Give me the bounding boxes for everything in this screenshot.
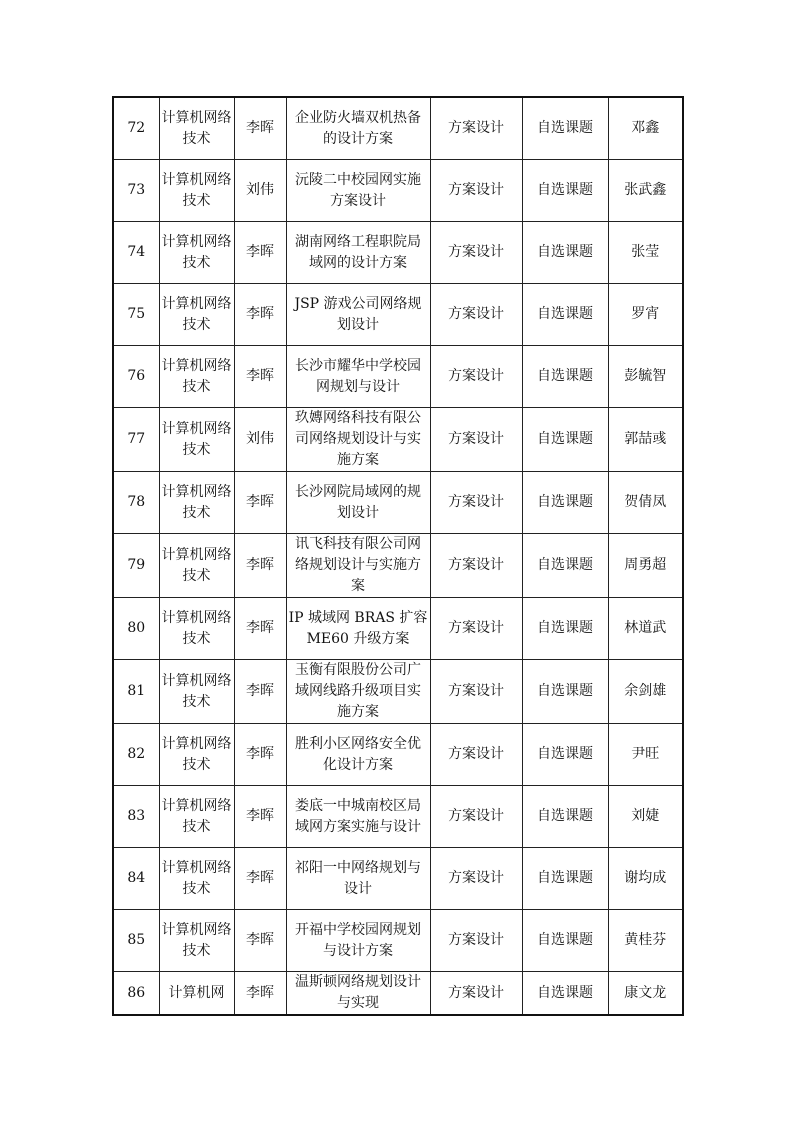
topic-title: 胜利小区网络安全优化设计方案 xyxy=(286,724,430,786)
student-name: 邓鑫 xyxy=(608,97,683,160)
topic-title: IP 城域网 BRAS 扩容 ME60 升级方案 xyxy=(286,598,430,660)
major: 计算机网络技术 xyxy=(159,284,234,346)
topic-type: 方案设计 xyxy=(430,972,522,1016)
topic-source: 自选课题 xyxy=(522,972,608,1016)
topic-source: 自选课题 xyxy=(522,284,608,346)
advisor: 刘伟 xyxy=(234,160,286,222)
advisor: 李晖 xyxy=(234,660,286,724)
topic-source: 自选课题 xyxy=(522,222,608,284)
table-row xyxy=(113,724,683,786)
topic-title: 长沙市耀华中学校园网规划与设计 xyxy=(286,346,430,408)
topic-type: 方案设计 xyxy=(430,472,522,534)
student-name: 贺倩凤 xyxy=(608,472,683,534)
advisor: 李晖 xyxy=(234,534,286,598)
student-name: 罗宵 xyxy=(608,284,683,346)
topic-type: 方案设计 xyxy=(430,346,522,408)
topic-type: 方案设计 xyxy=(430,786,522,848)
table-row xyxy=(113,598,683,660)
major: 计算机网络技术 xyxy=(159,346,234,408)
row-number: 73 xyxy=(113,160,159,222)
row-number: 72 xyxy=(113,97,159,160)
topic-type: 方案设计 xyxy=(430,97,522,160)
topic-title: 玉衡有限股份公司广域网线路升级项目实施方案 xyxy=(286,660,430,724)
advisor: 李晖 xyxy=(234,724,286,786)
table-row xyxy=(113,972,683,1016)
topic-source: 自选课题 xyxy=(522,408,608,472)
row-number: 74 xyxy=(113,222,159,284)
topic-type: 方案设计 xyxy=(430,848,522,910)
table-row xyxy=(113,660,683,724)
major: 计算机网络技术 xyxy=(159,97,234,160)
major: 计算机网络技术 xyxy=(159,598,234,660)
table-row xyxy=(113,472,683,534)
table-row xyxy=(113,786,683,848)
topic-title: 玖嫥网络科技有限公司网络规划设计与实施方案 xyxy=(286,408,430,472)
topic-title: 娄底一中城南校区局域网方案实施与设计 xyxy=(286,786,430,848)
row-number: 75 xyxy=(113,284,159,346)
advisor: 李晖 xyxy=(234,910,286,972)
table-row xyxy=(113,848,683,910)
topic-type: 方案设计 xyxy=(430,598,522,660)
topic-title: 开福中学校园网规划与设计方案 xyxy=(286,910,430,972)
topic-table-body xyxy=(113,97,683,1015)
topic-type: 方案设计 xyxy=(430,660,522,724)
student-name: 黄桂芬 xyxy=(608,910,683,972)
topic-type: 方案设计 xyxy=(430,534,522,598)
student-name: 康文龙 xyxy=(608,972,683,1016)
row-number: 77 xyxy=(113,408,159,472)
advisor: 李晖 xyxy=(234,222,286,284)
advisor: 李晖 xyxy=(234,472,286,534)
advisor: 李晖 xyxy=(234,848,286,910)
topic-table xyxy=(112,96,684,1016)
advisor: 李晖 xyxy=(234,284,286,346)
student-name: 彭毓智 xyxy=(608,346,683,408)
student-name: 周勇超 xyxy=(608,534,683,598)
major: 计算机网络技术 xyxy=(159,222,234,284)
topic-title: 祁阳一中网络规划与设计 xyxy=(286,848,430,910)
topic-title: 沅陵二中校园网实施方案设计 xyxy=(286,160,430,222)
advisor: 刘伟 xyxy=(234,408,286,472)
major: 计算机网络技术 xyxy=(159,910,234,972)
major: 计算机网络技术 xyxy=(159,472,234,534)
table-row xyxy=(113,97,683,160)
topic-title: 企业防火墙双机热备的设计方案 xyxy=(286,97,430,160)
topic-type: 方案设计 xyxy=(430,222,522,284)
major: 计算机网络技术 xyxy=(159,408,234,472)
topic-source: 自选课题 xyxy=(522,598,608,660)
student-name: 尹旺 xyxy=(608,724,683,786)
student-name: 谢均成 xyxy=(608,848,683,910)
advisor: 李晖 xyxy=(234,346,286,408)
student-name: 张武鑫 xyxy=(608,160,683,222)
row-number: 82 xyxy=(113,724,159,786)
advisor: 李晖 xyxy=(234,972,286,1016)
topic-source: 自选课题 xyxy=(522,660,608,724)
row-number: 86 xyxy=(113,972,159,1016)
topic-title: 温斯顿网络规划设计与实现 xyxy=(286,972,430,1016)
table-row xyxy=(113,222,683,284)
topic-type: 方案设计 xyxy=(430,724,522,786)
topic-source: 自选课题 xyxy=(522,534,608,598)
major: 计算机网络技术 xyxy=(159,848,234,910)
advisor: 李晖 xyxy=(234,598,286,660)
topic-source: 自选课题 xyxy=(522,910,608,972)
topic-source: 自选课题 xyxy=(522,97,608,160)
major: 计算机网络技术 xyxy=(159,724,234,786)
table-row xyxy=(113,346,683,408)
topic-title: 讯飞科技有限公司网络规划设计与实施方案 xyxy=(286,534,430,598)
row-number: 79 xyxy=(113,534,159,598)
topic-source: 自选课题 xyxy=(522,848,608,910)
topic-source: 自选课题 xyxy=(522,472,608,534)
student-name: 郭喆彧 xyxy=(608,408,683,472)
student-name: 林道武 xyxy=(608,598,683,660)
row-number: 83 xyxy=(113,786,159,848)
student-name: 张莹 xyxy=(608,222,683,284)
student-name: 余剑雄 xyxy=(608,660,683,724)
advisor: 李晖 xyxy=(234,97,286,160)
topic-source: 自选课题 xyxy=(522,724,608,786)
table-row xyxy=(113,910,683,972)
major: 计算机网 xyxy=(159,972,234,1016)
topic-source: 自选课题 xyxy=(522,786,608,848)
advisor: 李晖 xyxy=(234,786,286,848)
topic-title: JSP 游戏公司网络规划设计 xyxy=(286,284,430,346)
topic-source: 自选课题 xyxy=(522,160,608,222)
table-row xyxy=(113,408,683,472)
table-row xyxy=(113,284,683,346)
topic-title: 湖南网络工程职院局域网的设计方案 xyxy=(286,222,430,284)
row-number: 80 xyxy=(113,598,159,660)
topic-type: 方案设计 xyxy=(430,408,522,472)
topic-type: 方案设计 xyxy=(430,910,522,972)
row-number: 76 xyxy=(113,346,159,408)
topic-title: 长沙网院局域网的规划设计 xyxy=(286,472,430,534)
row-number: 84 xyxy=(113,848,159,910)
topic-type: 方案设计 xyxy=(430,160,522,222)
major: 计算机网络技术 xyxy=(159,660,234,724)
table-row xyxy=(113,160,683,222)
topic-source: 自选课题 xyxy=(522,346,608,408)
table-row xyxy=(113,534,683,598)
topic-type: 方案设计 xyxy=(430,284,522,346)
major: 计算机网络技术 xyxy=(159,160,234,222)
row-number: 85 xyxy=(113,910,159,972)
row-number: 81 xyxy=(113,660,159,724)
major: 计算机网络技术 xyxy=(159,786,234,848)
major: 计算机网络技术 xyxy=(159,534,234,598)
row-number: 78 xyxy=(113,472,159,534)
student-name: 刘婕 xyxy=(608,786,683,848)
